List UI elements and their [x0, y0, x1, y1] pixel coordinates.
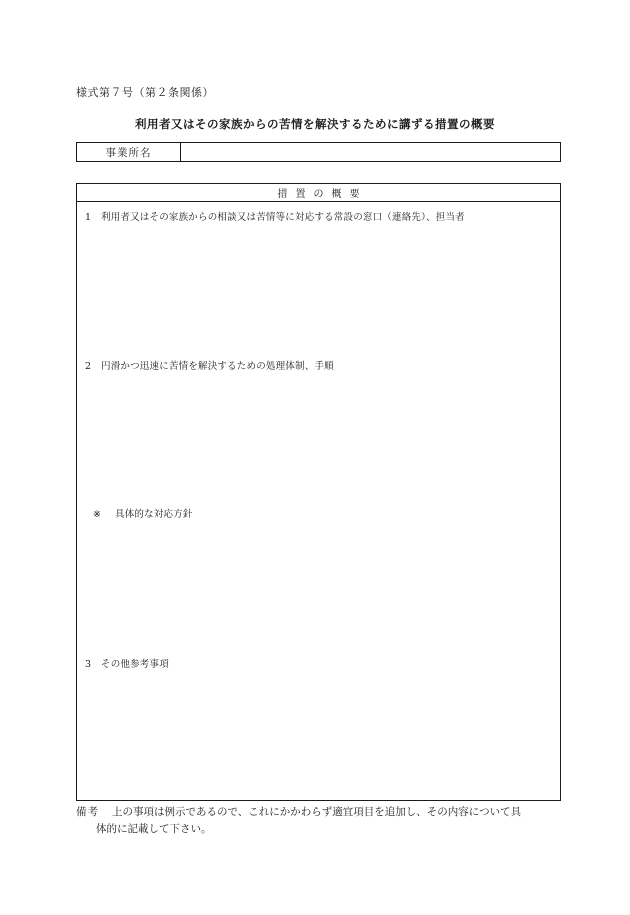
section-text: その他参考事項 — [101, 659, 169, 670]
section-text: 具体的な対応方針 — [115, 509, 193, 520]
measures-table — [76, 183, 561, 801]
section-response-policy[interactable] — [93, 506, 193, 520]
section-other-reference[interactable] — [85, 656, 169, 670]
document-title: 利用者又はその家族からの苦情を解決するために講ずる措置の概要 — [135, 117, 495, 131]
facility-name-table — [76, 142, 561, 162]
section-number: 1 — [85, 212, 92, 223]
measures-header: 措置の概要 — [77, 184, 560, 202]
facility-name-field[interactable] — [181, 143, 560, 161]
section-text: 利用者又はその家族からの相談又は苦情等に対応する常設の窓口（連絡先）、担当者 — [101, 212, 465, 223]
section-number: 2 — [85, 361, 92, 372]
remarks-label: 備考 — [76, 806, 99, 818]
remarks-line-2: 体的に記載して下さい。 — [96, 823, 212, 835]
remarks-text: 上の事項は例示であるので、これにかかわらず適宜項目を追加し、その内容について具 — [112, 806, 522, 818]
form-number: 様式第７号（第２条関係） — [76, 86, 214, 99]
section-number: 3 — [85, 659, 92, 670]
note-mark: ※ — [93, 509, 102, 520]
remarks — [76, 804, 561, 838]
remarks-line-1 — [76, 804, 561, 821]
section-contact-window[interactable] — [85, 209, 465, 223]
section-processing-system[interactable] — [85, 358, 334, 372]
section-text: 円滑かつ迅速に苦情を解決するための処理体制、手順 — [101, 361, 334, 372]
facility-name-label: 事業所名 — [77, 143, 181, 161]
